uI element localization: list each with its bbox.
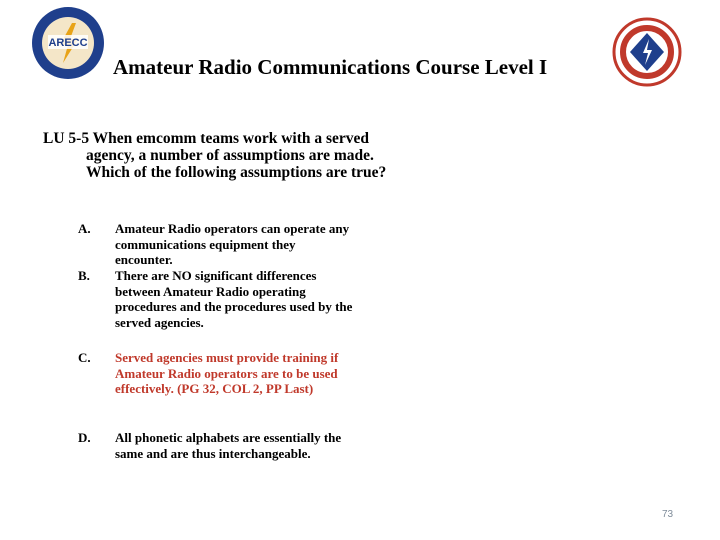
option-text: All phonetic alphabets are essentially the same and are thus interchangeable.	[115, 430, 342, 461]
slide-title: Amateur Radio Communications Course Level I	[113, 55, 548, 79]
logo-text: ARECC	[48, 37, 88, 49]
ares-logo	[612, 17, 682, 87]
option-text: Amateur Radio operators can operate any communications equipment they encounter.	[115, 221, 350, 267]
option-text: Served agencies must provide training if Amateur Radio operators are to be used effectively. (PG 32, COL 2, PP Last)	[115, 350, 339, 396]
option-letter: D.	[78, 430, 91, 445]
question-text: LU 5-5 When emcomm teams work with a served agency, a number of assumptions are made. Which of the following assumptions are true?	[43, 130, 387, 181]
page-number: 73	[662, 509, 674, 520]
option-text: There are NO significant differences between Amateur Radio operating procedures and the procedures used by the served agencies.	[115, 268, 353, 330]
option-letter: A.	[78, 221, 91, 236]
option-letter: C.	[78, 350, 91, 365]
arecc-logo	[30, 5, 106, 81]
option-letter: B.	[78, 268, 90, 283]
